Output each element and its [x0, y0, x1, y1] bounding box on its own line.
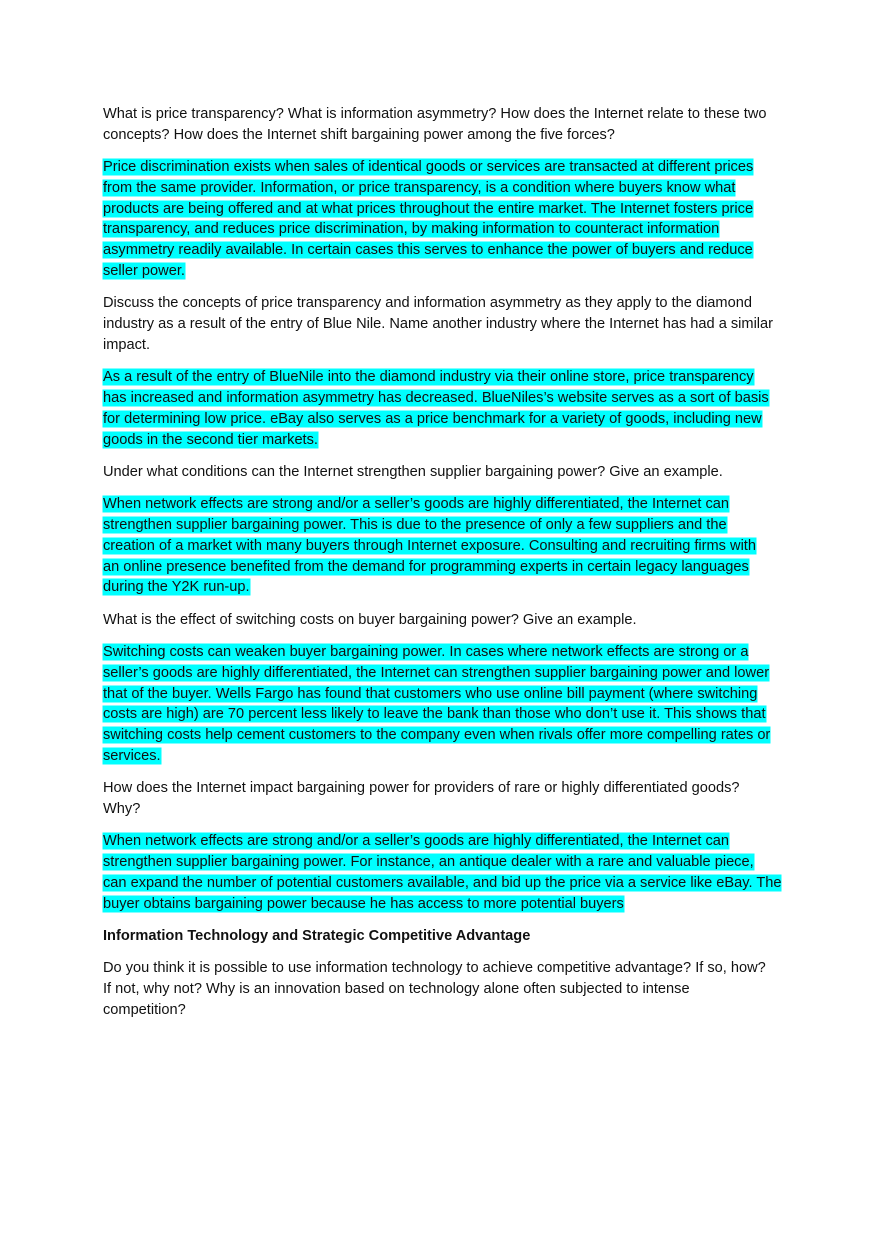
text-line	[103, 430, 781, 451]
text-line	[103, 293, 781, 314]
text-line-content: When network effects are strong and/or a seller’s goods are highly differentiated, the Internet can	[103, 833, 730, 850]
text-line	[103, 125, 781, 146]
text-line-content: Do you think it is possible to use information technology to achieve competitive advantage? If so, how?	[103, 960, 766, 977]
text-line	[103, 684, 781, 705]
highlighted-answer-paragraph	[103, 157, 781, 282]
text-line	[103, 577, 781, 598]
text-line	[103, 663, 781, 684]
text-line	[103, 746, 781, 767]
text-line-content: concepts? How does the Internet shift bargaining power among the five forces?	[103, 126, 615, 143]
text-line-content: How does the Internet impact bargaining power for providers of rare or highly differentiated goods?	[103, 780, 740, 797]
text-line-content: for determining low price. eBay also serves as a price benchmark for a variety of goods, including new	[103, 410, 762, 427]
text-line	[103, 831, 781, 852]
text-line-content: asymmetry readily available. In certain cases this serves to enhance the power of buyers and reduce	[103, 242, 753, 259]
text-line	[103, 958, 781, 979]
text-line	[103, 261, 781, 282]
text-line-content: As a result of the entry of BlueNile into the diamond industry via their online store, price transparency	[103, 369, 754, 386]
section-heading	[103, 926, 781, 947]
text-line-content: goods in the second tier markets.	[103, 431, 318, 448]
text-line-content: industry as a result of the entry of Blue Nile. Name another industry where the Internet has had a similar	[103, 316, 774, 333]
text-line-content: transparency, and reduces price discrimination, by making information to counteract information	[103, 221, 720, 238]
text-line-content: Switching costs can weaken buyer bargaining power. In cases where network effects are strong or a	[103, 644, 749, 661]
text-line	[103, 1000, 781, 1021]
text-line-content: Information Technology and Strategic Competitive Advantage	[103, 928, 531, 945]
text-line	[103, 979, 781, 1000]
text-line	[103, 219, 781, 240]
text-line-content: services.	[103, 748, 161, 765]
text-line	[103, 557, 781, 578]
question-paragraph	[103, 610, 781, 631]
text-line	[103, 852, 781, 873]
text-line	[103, 314, 781, 335]
text-line-content: strengthen supplier bargaining power. This is due to the presence of only a few suppliers and the	[103, 517, 727, 534]
text-line-content: during the Y2K run-up.	[103, 579, 250, 596]
text-line-content: competition?	[103, 1001, 186, 1018]
text-line	[103, 157, 781, 178]
text-line-content: If not, why not? Why is an innovation based on technology alone often subjected to intense	[103, 981, 690, 998]
text-line	[103, 240, 781, 261]
text-line-content: impact.	[103, 336, 151, 353]
text-line	[103, 178, 781, 199]
text-line	[103, 199, 781, 220]
text-line	[103, 494, 781, 515]
text-line	[103, 409, 781, 430]
text-line	[103, 725, 781, 746]
question-paragraph	[103, 778, 781, 820]
text-line-content: creation of a market with many buyers through Internet exposure. Consulting and recruiting firms with	[103, 537, 756, 554]
text-line	[103, 704, 781, 725]
text-line-content: products are being offered and at what prices throughout the entire market. The Internet fosters price	[103, 200, 754, 217]
text-line-content: costs are high) are 70 percent less likely to leave the bank than those who don’t use it. This shows that	[103, 706, 766, 723]
highlighted-answer-paragraph	[103, 642, 781, 767]
text-line	[103, 642, 781, 663]
highlighted-answer-paragraph	[103, 831, 781, 914]
text-line-content: can expand the number of potential customers available, and bid up the price via a service like eBay. The	[103, 875, 782, 891]
text-line	[103, 104, 781, 125]
text-line	[103, 388, 781, 409]
text-line-content: seller power.	[103, 263, 185, 280]
question-paragraph	[103, 104, 781, 146]
question-paragraph	[103, 462, 781, 483]
text-line-content: an online presence benefited from the demand for programming experts in certain legacy languages	[103, 558, 749, 575]
text-line-content: buyer obtains bargaining power because he has access to more potential buyers	[103, 895, 624, 912]
question-paragraph	[103, 958, 781, 1020]
text-line-content: When network effects are strong and/or a seller’s goods are highly differentiated, the Internet can	[103, 496, 730, 513]
text-line-content: Price discrimination exists when sales of identical goods or services are transacted at different prices	[103, 159, 754, 176]
highlighted-answer-paragraph	[103, 494, 781, 598]
text-line-content: has increased and information asymmetry has decreased. BlueNiles’s website serves as a sort of basis	[103, 390, 769, 407]
text-line	[103, 515, 781, 536]
text-line	[103, 536, 781, 557]
text-line	[103, 367, 781, 388]
text-line-content: switching costs help cement customers to the company even when rivals offer more compelling rates or	[103, 727, 771, 744]
text-line	[103, 894, 781, 915]
text-line-content: What is price transparency? What is information asymmetry? How does the Internet relate to these two	[103, 106, 767, 122]
text-line-content: from the same provider. Information, or price transparency, is a condition where buyers know what	[103, 179, 736, 196]
text-line-content: seller’s goods are highly differentiated, the Internet can strengthen supplier bargaining power and lower	[103, 664, 770, 681]
text-line	[103, 335, 781, 356]
text-line-content: Why?	[103, 801, 141, 818]
text-line	[103, 778, 781, 799]
text-line-content: Discuss the concepts of price transparency and information asymmetry as they apply to the diamond	[103, 295, 752, 312]
text-line	[103, 462, 781, 483]
document-page	[103, 104, 781, 1032]
text-line-content: that of the buyer. Wells Fargo has found that customers who use online bill payment (where switching	[103, 685, 758, 702]
text-line-content: Under what conditions can the Internet strengthen supplier bargaining power? Give an example.	[103, 463, 723, 480]
text-line	[103, 610, 781, 631]
text-line	[103, 926, 781, 947]
question-paragraph	[103, 293, 781, 355]
highlighted-answer-paragraph	[103, 367, 781, 450]
text-line-content: strengthen supplier bargaining power. For instance, an antique dealer with a rare and valuable piece,	[103, 854, 754, 871]
text-line	[103, 799, 781, 820]
text-line-content: What is the effect of switching costs on buyer bargaining power? Give an example.	[103, 611, 637, 628]
text-line	[103, 873, 781, 894]
